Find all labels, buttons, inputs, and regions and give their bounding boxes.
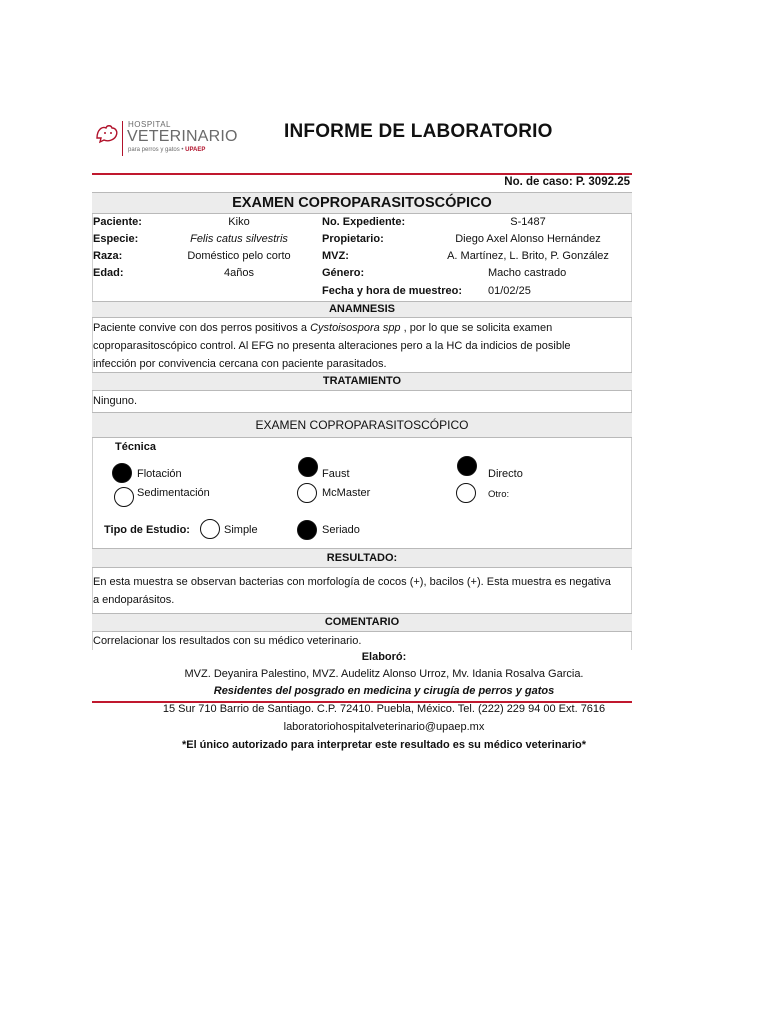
exam-title: EXAMEN COPROPARASITOSCÓPICO — [92, 192, 632, 214]
flotacion-radio[interactable] — [112, 463, 132, 483]
case-number: No. de caso: P. 3092.25 — [504, 176, 630, 188]
comentario-text: Correlacionar los resultados con su médico veterinario. — [93, 635, 362, 647]
mvz-value: A. Martínez, L. Brito, P. González — [447, 250, 609, 262]
elaboro-label: Elaboró: — [361, 651, 407, 663]
logo-line-2: VETERINARIO — [127, 128, 238, 145]
logo-line-1: HOSPITAL — [128, 120, 171, 129]
propietario-label: Propietario: — [322, 233, 384, 245]
seriado-radio[interactable] — [297, 520, 317, 540]
logo-divider — [122, 121, 123, 156]
flotacion-label: Flotación — [137, 468, 182, 480]
anamnesis-line-1: Paciente convive con dos perros positivos a Cystoisospora spp , por lo que se solicita examen — [93, 322, 553, 334]
genero-value: Macho castrado — [488, 267, 567, 279]
page-title: INFORME DE LABORATORIO — [284, 121, 553, 142]
mcmaster-label: McMaster — [322, 487, 371, 499]
raza-label: Raza: — [93, 250, 123, 262]
paciente-value: Kiko — [228, 216, 250, 228]
directo-label: Directo — [488, 468, 523, 480]
simple-radio[interactable] — [200, 519, 220, 539]
faust-label: Faust — [322, 468, 350, 480]
otro-label: Otro: — [488, 489, 510, 500]
tecnica-label: Técnica — [115, 441, 156, 453]
edad-value: 4años — [224, 267, 254, 279]
hospital-logo — [92, 106, 240, 164]
genero-label: Género: — [322, 267, 365, 279]
resultado-line-2: a endoparásitos. — [93, 594, 175, 606]
exam-section-header: EXAMEN COPROPARASITOSCÓPICO — [92, 412, 632, 438]
fecha-value: 01/02/25 — [488, 285, 531, 297]
expediente-value: S-1487 — [510, 216, 546, 228]
fecha-label: Fecha y hora de muestreo: — [322, 285, 462, 297]
otro-radio[interactable] — [456, 483, 476, 503]
resultado-text — [93, 573, 629, 609]
especie-value: Felis catus silvestris — [190, 233, 288, 245]
address: 15 Sur 710 Barrio de Santiago. C.P. 72410. Puebla, México. Tel. (222) 229 94 00 Ext. 7616 — [162, 703, 606, 715]
tipo-estudio-label: Tipo de Estudio: — [104, 524, 190, 536]
expediente-label: No. Expediente: — [322, 216, 406, 228]
resultado-line-1: En esta muestra se observan bacterias con morfología de cocos (+), bacilos (+). Esta muestra es negativa — [93, 576, 611, 588]
comentario-header: COMENTARIO — [92, 613, 632, 632]
tratamiento-text: Ninguno. — [93, 395, 138, 407]
edad-label: Edad: — [93, 267, 124, 279]
anamnesis-line-3: infección por convivencia cercana con paciente parasitados. — [93, 358, 387, 370]
email[interactable]: laboratoriohospitalveterinario@upaep.mx — [283, 721, 485, 733]
sedimentacion-radio[interactable] — [114, 487, 134, 507]
paciente-label: Paciente: — [93, 216, 142, 228]
disclaimer: *El único autorizado para interpretar este resultado es su médico veterinario* — [181, 739, 587, 751]
seriado-label: Seriado — [322, 524, 360, 536]
residents: Residentes del posgrado en medicina y cirugía de perros y gatos — [213, 685, 555, 697]
directo-radio[interactable] — [457, 456, 477, 476]
authors: MVZ. Deyanira Palestino, MVZ. Audelitz Alonso Urroz, Mv. Idania Rosalva Garcia. — [184, 668, 584, 680]
especie-label: Especie: — [93, 233, 139, 245]
dog-cat-logo-icon — [94, 120, 120, 146]
mcmaster-radio[interactable] — [297, 483, 317, 503]
simple-label: Simple — [224, 524, 258, 536]
propietario-value: Diego Axel Alonso Hernández — [455, 233, 601, 245]
mvz-label: MVZ: — [322, 250, 349, 262]
header-divider — [92, 173, 632, 175]
raza-value: Doméstico pelo corto — [187, 250, 291, 262]
faust-radio[interactable] — [298, 457, 318, 477]
resultado-header: RESULTADO: — [92, 548, 632, 568]
anamnesis-header: ANAMNESIS — [92, 301, 632, 318]
logo-line-3: para perros y gatos • UPAEP — [128, 147, 206, 153]
tratamiento-header: TRATAMIENTO — [92, 372, 632, 391]
anamnesis-text — [93, 319, 629, 373]
anamnesis-line-2: coproparasitoscópico control. Al EFG no presenta alteraciones pero a la HC da indicios de posible — [93, 340, 571, 352]
sedimentacion-label: Sedimentación — [137, 487, 210, 499]
